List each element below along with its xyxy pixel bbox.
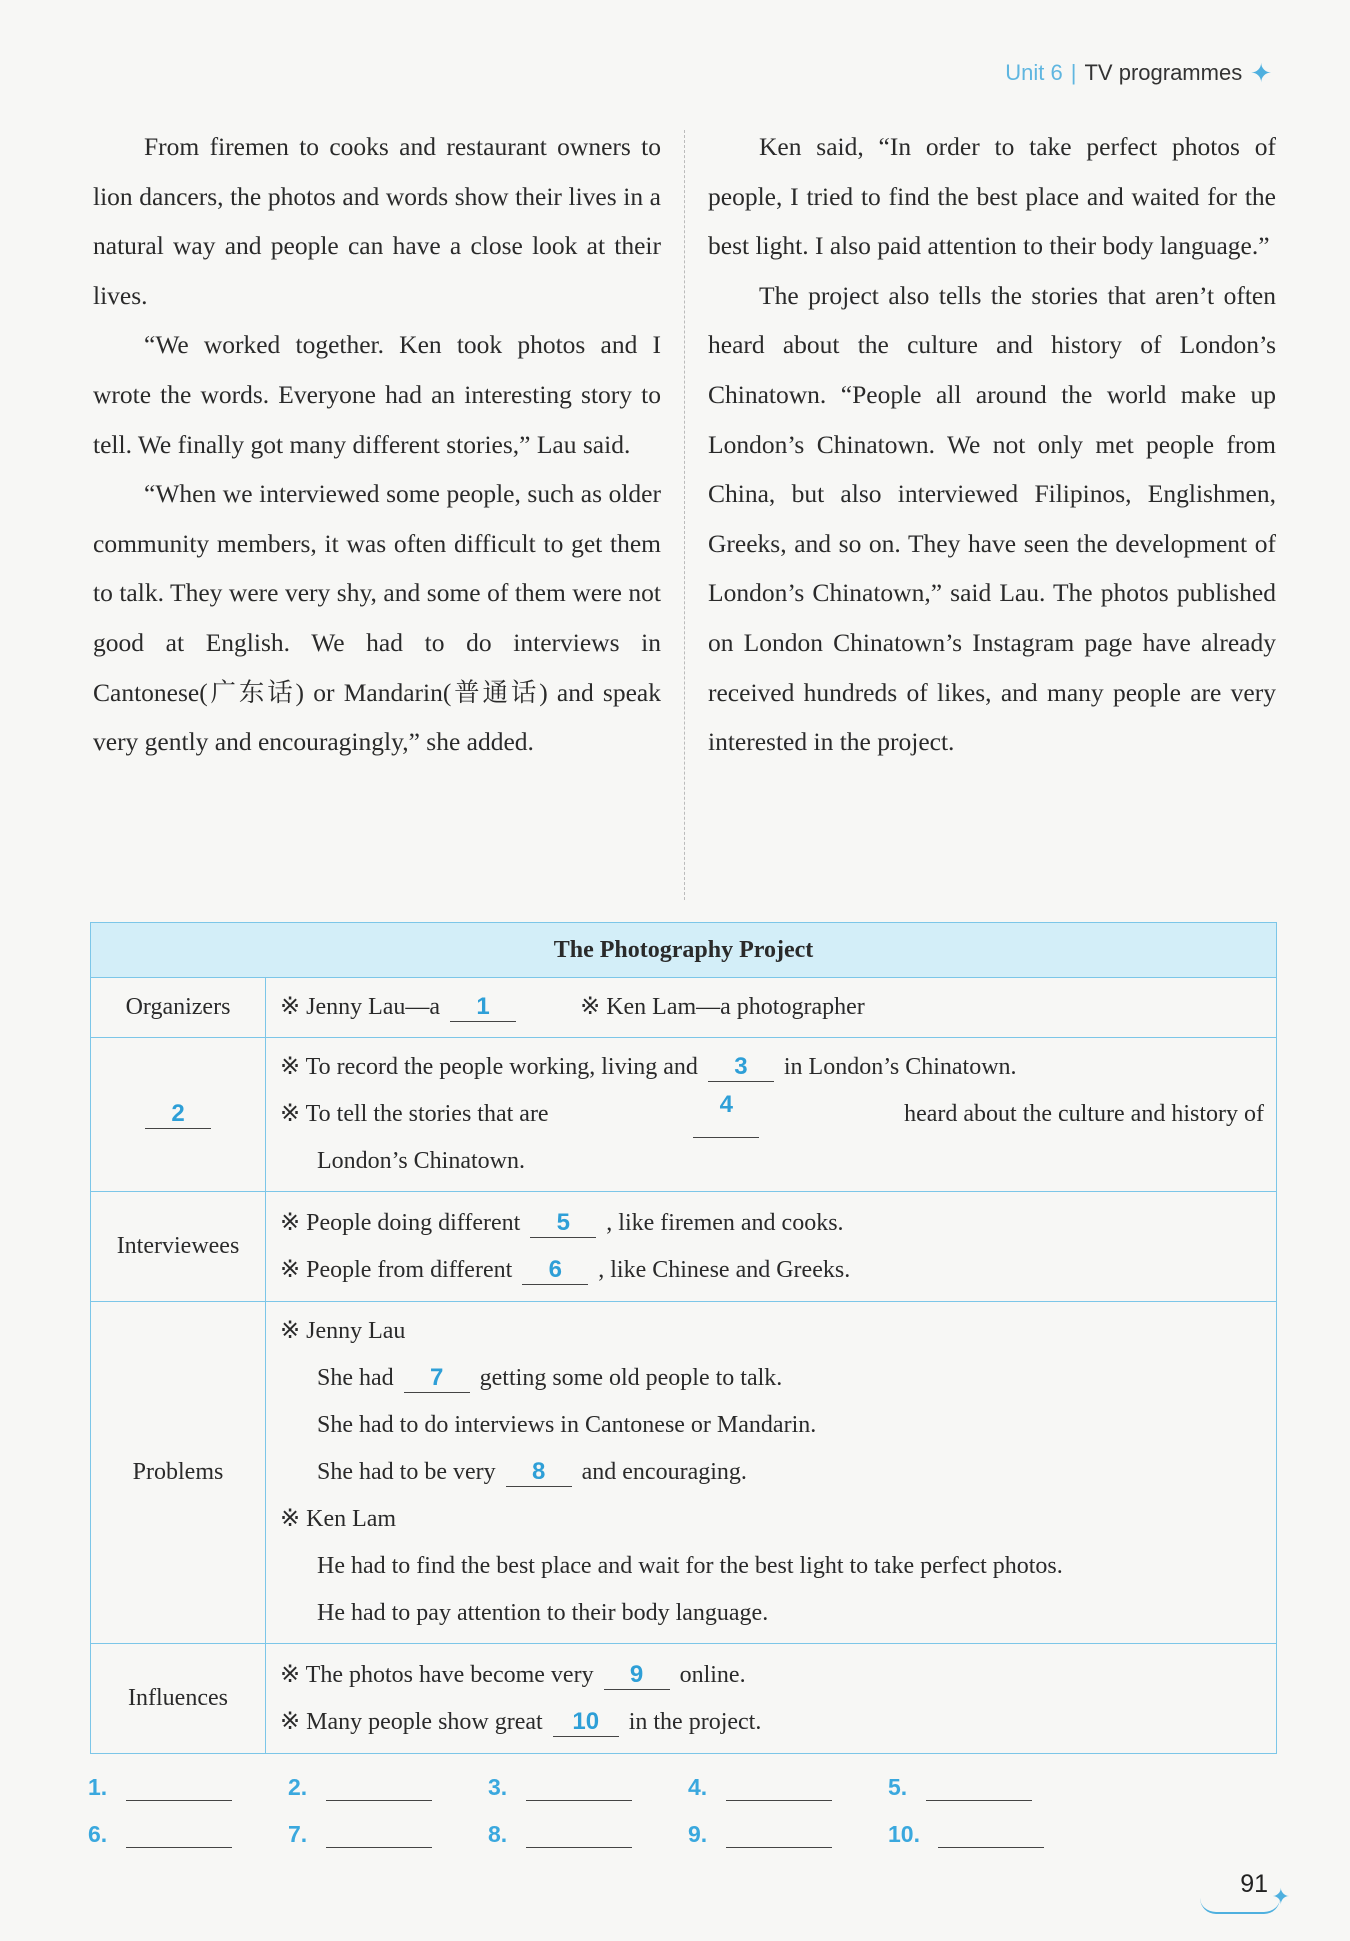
influences-line-2-end: in the project. — [628, 1708, 762, 1735]
page-number: 91 — [1240, 1870, 1268, 1898]
influences-line-1: ※ The photos have become very — [280, 1661, 594, 1688]
answer-line[interactable] — [726, 1778, 832, 1801]
purpose-line-1-end: in London’s Chinatown. — [783, 1054, 1017, 1080]
influences-line-2: ※ Many people show great — [280, 1708, 543, 1735]
answer-line[interactable] — [326, 1825, 432, 1848]
row-label-purpose — [91, 1038, 266, 1192]
organizers-content — [266, 978, 1277, 1038]
problem-line-2: She had to do interviews in Cantonese or Mandarin. — [317, 1412, 817, 1438]
blank-9: 9 — [604, 1661, 670, 1690]
interviewees-line-1-end: , like firemen and cooks. — [606, 1209, 844, 1236]
interviewees-line-1: ※ People doing different — [280, 1209, 521, 1236]
page-number-swoosh — [1200, 1898, 1280, 1914]
paragraph: From firemen to cooks and restaurant owners to lion dancers, the photos and words show their lives in a natural way and people can have a close look at their lives. — [93, 132, 661, 310]
influences-content — [266, 1644, 1277, 1754]
blank-6: 6 — [522, 1256, 588, 1285]
answer-number: 9. — [688, 1821, 708, 1847]
answer-line[interactable] — [938, 1825, 1044, 1848]
problem-line-3-end: and encouraging. — [581, 1459, 747, 1485]
blank-3: 3 — [708, 1053, 774, 1082]
answer-number: 4. — [688, 1774, 708, 1800]
unit-topic: TV programmes — [1084, 60, 1243, 85]
answer-field[interactable] — [288, 1801, 488, 1848]
blank-1: 1 — [450, 993, 516, 1022]
purpose-content — [266, 1038, 1277, 1192]
answer-field[interactable] — [88, 1754, 288, 1801]
answer-line[interactable] — [926, 1778, 1032, 1801]
unit-label: Unit 6 — [1005, 60, 1063, 85]
star-icon: ✦ — [1250, 58, 1272, 88]
answer-field[interactable] — [488, 1754, 688, 1801]
interviewees-line-2-end: , like Chinese and Greeks. — [598, 1256, 851, 1283]
left-column — [93, 122, 661, 767]
problem-line-1: She had — [317, 1365, 394, 1391]
blank-2: 2 — [145, 1100, 211, 1129]
row-label-interviewees: Interviewees — [91, 1192, 266, 1302]
blank-10: 10 — [553, 1708, 619, 1737]
answer-number: 6. — [88, 1821, 108, 1847]
purpose-line-3: London’s Chinatown. — [317, 1148, 525, 1174]
answer-number: 10. — [888, 1821, 920, 1847]
answer-number: 2. — [288, 1774, 308, 1800]
organizer-jenny: ※ Jenny Lau—a — [280, 994, 441, 1020]
article-text — [93, 122, 1276, 767]
paragraph: The project also tells the stories that aren’t often heard about the culture and history of London’s Chinatown. “People all around the world make up London’s Chinatown. We not only met people from China, but also interviewed Filipinos, Englishmen, Greeks, and so on. They have seen the development of London’s Chinatown,” said Lau. The photos published on London Chinatown’s Instagram page have already received hundreds of likes, and many people are very interested in the project. — [708, 280, 1276, 757]
paragraph: Ken said, “In order to take perfect photos of people, I tried to find the best place and waited for the best light. I also paid attention to their body language.” — [708, 132, 1276, 261]
answer-field[interactable] — [488, 1801, 688, 1848]
problem-line-1-end: getting some old people to talk. — [479, 1365, 783, 1391]
answer-number: 7. — [288, 1821, 308, 1847]
table-title: The Photography Project — [91, 923, 1277, 978]
purpose-line-2-end: heard about the culture and history of — [904, 1101, 1264, 1127]
answer-field[interactable] — [888, 1801, 1088, 1848]
problems-jenny: ※ Jenny Lau — [280, 1318, 406, 1344]
problems-content — [266, 1302, 1277, 1644]
star-icon: ✦ — [1271, 1884, 1290, 1909]
interviewees-content — [266, 1192, 1277, 1302]
paragraph: “We worked together. Ken took photos and I wrote the words. Everyone had an interesting story to tell. We finally got many different stories,” Lau said. — [93, 330, 661, 459]
answer-field[interactable] — [88, 1801, 288, 1848]
organizer-ken: ※ Ken Lam—a photographer — [580, 994, 865, 1020]
problems-ken: ※ Ken Lam — [280, 1506, 397, 1532]
answer-line[interactable] — [526, 1778, 632, 1801]
answer-field[interactable] — [888, 1754, 1088, 1801]
answer-number: 8. — [488, 1821, 508, 1847]
header-separator: | — [1070, 60, 1077, 85]
blank-5: 5 — [530, 1209, 596, 1238]
problem-line-3: She had to be very — [317, 1459, 496, 1485]
answer-field[interactable] — [288, 1754, 488, 1801]
row-label-organizers: Organizers — [91, 978, 266, 1038]
answer-line[interactable] — [126, 1825, 232, 1848]
running-head — [1005, 60, 1272, 86]
photography-project-table — [90, 922, 1277, 1754]
row-label-influences: Influences — [91, 1644, 266, 1754]
answer-line[interactable] — [526, 1825, 632, 1848]
purpose-line-1: ※ To record the people working, living and — [280, 1054, 698, 1080]
answer-number: 3. — [488, 1774, 508, 1800]
influences-line-1-end: online. — [679, 1661, 746, 1688]
answer-line[interactable] — [126, 1778, 232, 1801]
answer-line[interactable] — [726, 1825, 832, 1848]
answer-lines — [88, 1754, 1088, 1848]
blank-4: 4 — [693, 1091, 759, 1138]
answer-number: 5. — [888, 1774, 908, 1800]
answer-line[interactable] — [326, 1778, 432, 1801]
answer-field[interactable] — [688, 1801, 888, 1848]
right-column — [708, 122, 1276, 767]
answer-number: 1. — [88, 1774, 108, 1800]
answer-field[interactable] — [688, 1754, 888, 1801]
blank-8: 8 — [506, 1458, 572, 1487]
purpose-line-2: ※ To tell the stories that are — [280, 1101, 549, 1127]
paragraph: “When we interviewed some people, such as older community members, it was often difficult to get them to talk. They were very shy, and some of them were not good at English. We had to do interviews in Cantonese(广东话) or Mandarin(普通话) and speak very gently and encouragingly,” she added. — [93, 479, 661, 757]
problem-line-4: He had to find the best place and wait for the best light to take perfect photos. — [317, 1553, 1063, 1579]
problem-line-5: He had to pay attention to their body language. — [317, 1600, 769, 1626]
row-label-problems: Problems — [91, 1302, 266, 1644]
interviewees-line-2: ※ People from different — [280, 1256, 513, 1283]
blank-7: 7 — [404, 1364, 470, 1393]
